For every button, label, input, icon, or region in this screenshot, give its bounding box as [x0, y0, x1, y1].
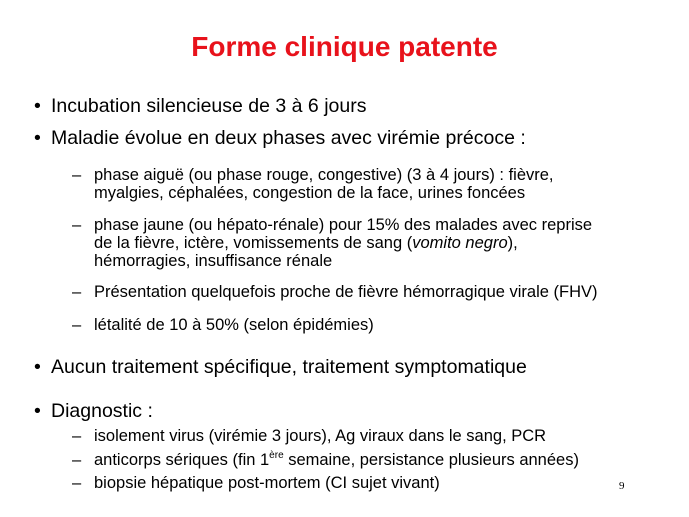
dash-marker: –	[72, 216, 82, 234]
italic-term: vomito negro	[412, 234, 508, 252]
superscript: ère	[269, 450, 284, 461]
bullet-text: Aucun traitement spécifique, traitement symptomatique	[51, 356, 527, 378]
slide-title: Forme clinique patente	[191, 31, 498, 62]
line: phase jaune (ou hépato-rénale) pour 15% des malades avec reprise	[94, 216, 593, 234]
dash-marker: –	[72, 474, 82, 492]
sub-bullet-text: Présentation quelquefois proche de fièvre hémorragique virale (FHV)	[94, 283, 598, 301]
line: myalgies, céphalées, congestion de la face, urines foncées	[94, 184, 526, 202]
sub-bullet-text	[94, 451, 579, 469]
sub-bullet-text: biopsie hépatique post-mortem (CI sujet vivant)	[94, 474, 440, 492]
page-number: 9	[619, 480, 625, 492]
line-part: ),	[507, 234, 518, 252]
line	[94, 234, 592, 252]
bullet-dot: •	[34, 127, 41, 149]
dash-marker: –	[72, 316, 82, 334]
bullet-text: Diagnostic :	[51, 400, 153, 422]
dash-marker: –	[72, 283, 82, 301]
bullet-dot: •	[34, 95, 41, 117]
bullet-dot: •	[34, 356, 41, 378]
line-part: anticorps sériques (fin 1	[94, 451, 270, 469]
sub-bullet-text	[94, 166, 554, 202]
dash-marker: –	[72, 451, 82, 469]
bullet-text: Incubation silencieuse de 3 à 6 jours	[51, 95, 367, 117]
line: phase aiguë (ou phase rouge, congestive) (3 à 4 jours) : fièvre,	[94, 166, 554, 184]
line-part: semaine, persistance plusieurs années)	[283, 451, 579, 469]
sub-bullet-text: isolement virus (virémie 3 jours), Ag viraux dans le sang, PCR	[94, 427, 547, 445]
line: hémorragies, insuffisance rénale	[94, 252, 333, 270]
dash-marker: –	[72, 427, 82, 445]
bullet-text: Maladie évolue en deux phases avec virémie précoce :	[51, 127, 526, 149]
dash-marker: –	[72, 166, 82, 184]
line-part: de la fièvre, ictère, vomissements de sang (	[94, 234, 413, 252]
sub-bullet-text	[94, 216, 592, 270]
sub-bullet-text: létalité de 10 à 50% (selon épidémies)	[94, 316, 374, 334]
bullet-dot: •	[34, 400, 41, 422]
